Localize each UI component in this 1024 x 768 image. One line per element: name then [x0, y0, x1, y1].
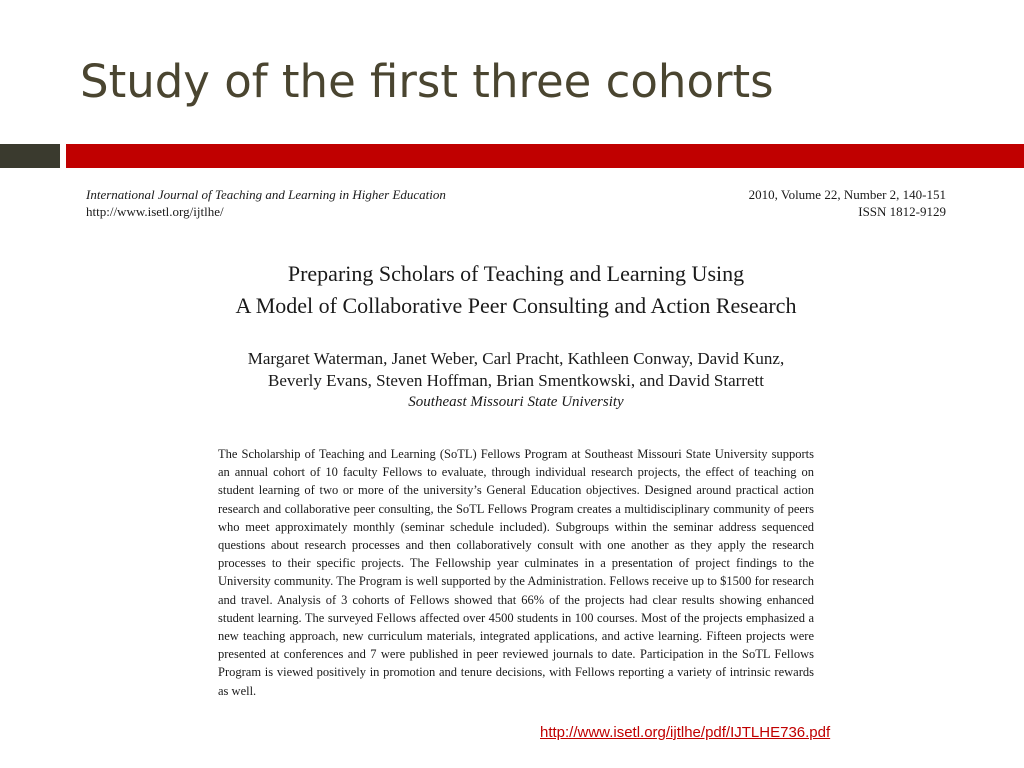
paper-title-line-2: A Model of Collaborative Peer Consulting and Action Research: [235, 293, 797, 318]
paper-title-line-1: Preparing Scholars of Teaching and Learning Using: [287, 261, 745, 286]
journal-name: International Journal of Teaching and Learning in Higher Education: [86, 187, 446, 202]
journal-header-right: [749, 186, 946, 220]
journal-header-left: [86, 186, 446, 220]
affiliation: Southeast Missouri State University: [408, 394, 624, 410]
issue-info: 2010, Volume 22, Number 2, 140-151: [748, 187, 946, 202]
authors-block: [86, 348, 946, 412]
source-link[interactable]: http://www.isetl.org/ijtlhe/pdf/IJTLHE736.pdf: [540, 724, 831, 741]
issn: ISSN 1812-9129: [858, 204, 946, 219]
authors-line-1: Margaret Waterman, Janet Weber, Carl Pracht, Kathleen Conway, David Kunz,: [247, 349, 785, 368]
slide-title: Study of the first three cohorts: [80, 55, 774, 108]
abstract: The Scholarship of Teaching and Learning (SoTL) Fellows Program at Southeast Missouri State University supports an annual cohort of 10 faculty Fellows to evaluate, through individual research projects, the effect of teaching on student learning of two or more of the university’s General Education objectives. Designed around practical action research and collaborative peer consulting, the SoTL Fellows Program creates a multidisciplinary community of peers who meet approximately monthly (seminar schedule included). Subgroups within the seminar address sequenced questions about research processes and then collaboratively consult with one another as they apply the research processes to their specific projects. The Fellowship year culminates in a presentation of project findings to the University community. The Program is well supported by the Administration. Fellows receive up to $1500 for research and travel. Analysis of 3 cohorts of Fellows showed that 66% of the projects had clear results showing enhanced student learning. The surveyed Fellows affected over 4500 students in 100 courses. Most of the projects emphasized a new teaching approach, new curriculum materials, integrated applications, and active learning. Fifteen projects were presented at conferences and 7 were published in peer reviewed journals to date. Participation in the SoTL Fellows Program is viewed positively in promotion and tenure decisions, with Fellows reporting a variety of intrinsic rewards as well.: [218, 447, 814, 698]
paper-title: [86, 258, 946, 322]
journal-url: http://www.isetl.org/ijtlhe/: [86, 204, 224, 219]
authors-line-2: Beverly Evans, Steven Hoffman, Brian Smentkowski, and David Starrett: [268, 371, 764, 390]
